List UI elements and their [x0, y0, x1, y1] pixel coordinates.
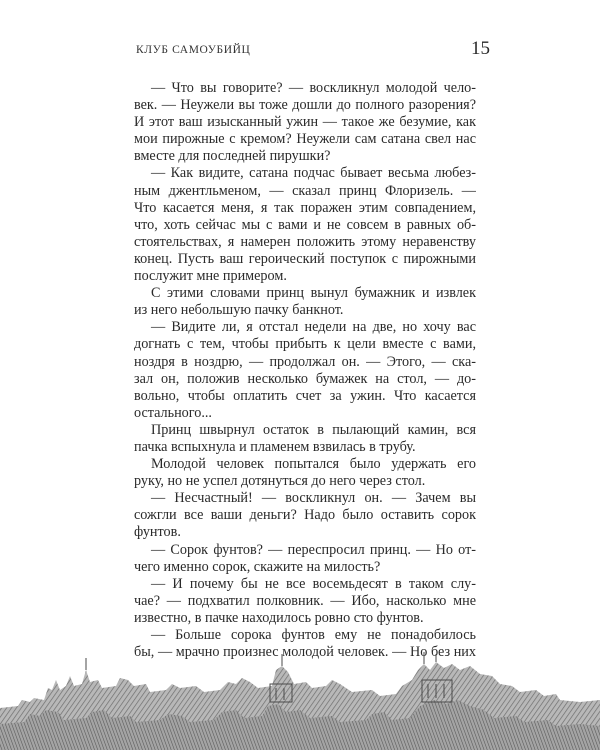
text-line: догнать с тем, чтобы прибыть к цели вместе с вами, [134, 336, 476, 353]
text-line: — И почему бы не все восемьдесят в таком слу- [151, 575, 476, 592]
text-line: — Больше сорока фунтов ему не понадобилось [151, 627, 476, 643]
text-line: Что касается меня, я так поражен этим совпадением, [134, 199, 476, 216]
text-line: Принц швырнул остаток в пылающий камин, вся [151, 421, 476, 438]
running-title: КЛУБ САМОУБИЙЦ [136, 44, 251, 56]
text-line: остального... [134, 404, 212, 421]
text-line: И этот ваш изысканный ужин — такое же безумие, как [134, 114, 476, 131]
text-line: — Что вы говорите? — воскликнул молодой чело- [151, 80, 476, 96]
text-line: сожгли все ваши деньги? Надо было оставить сорок [134, 507, 476, 524]
page-number: 15 [471, 38, 490, 59]
text-line: — Сорок фунтов? — переспросил принц. — Но от- [151, 541, 476, 558]
text-line: — Как видите, сатана подчас бывает весьма любез- [151, 165, 476, 182]
text-line: вместе для последней пирушки? [134, 148, 331, 165]
text-line: что, хоть сейчас мы с вами и не совсем в равных об- [134, 216, 476, 233]
text-line: чае? — подхватил полковник. — Ибо, насколько мне [134, 592, 476, 609]
text-line: ноздря в ноздрю, — продолжал он. — Этого, — ска- [134, 353, 476, 370]
text-line: из него небольшую пачку банкнот. [134, 302, 344, 319]
text-line: Молодой человек попытался было удержать его [151, 456, 476, 473]
text-line: бы, — мрачно произнес молодой человек. — Но без них [134, 644, 476, 661]
text-line: зал он, положив несколько бумажек на стол, — до- [134, 370, 476, 387]
text-line: стоятельствах, я намерен положить этому неравенству [134, 233, 476, 250]
text-line: конец. Пусть ваш героический поступок с пирожными [134, 250, 476, 267]
body-text [134, 80, 476, 661]
text-line: — Видите ли, я отстал недели на две, но хочу вас [151, 319, 476, 336]
text-line: пачка вспыхнула и пламенем взвилась в трубу. [134, 438, 416, 455]
text-line: С этими словами принц вынул бумажник и извлек [151, 285, 476, 302]
text-line: век. — Неужели вы тоже дошли до полного разорения? [134, 97, 476, 114]
text-line: послужит мне примером. [134, 268, 287, 285]
text-line: чего именно сорок, скажите на милость? [134, 558, 381, 575]
text-line: фунтов. [134, 524, 181, 541]
text-line: ным джентльменом, — сказал принц Флоризель. — [134, 182, 476, 199]
text-line: — Несчастный! — воскликнул он. — Зачем вы [151, 490, 476, 507]
text-line: вольно, чтобы оплатить счет за ужин. Что касается [134, 387, 476, 404]
text-line: известно, в пачке находилось ровно сто фунтов. [134, 609, 424, 626]
city-skyline-illustration [0, 640, 600, 750]
text-line: руку, но не успел дотянуться до него через стол. [134, 473, 426, 490]
text-line: мои пирожные с кремом? Неужели сам сатана свел нас [134, 131, 476, 148]
